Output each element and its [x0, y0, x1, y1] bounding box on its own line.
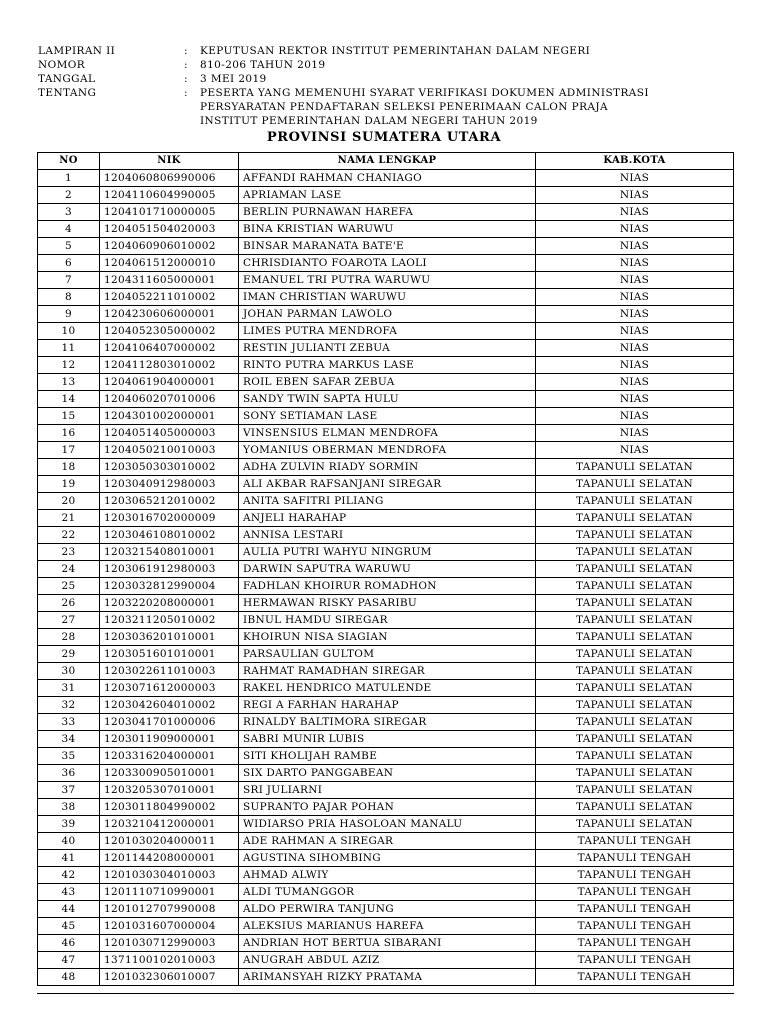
cell-nama: LIMES PUTRA MENDROFA — [239, 323, 536, 340]
cell-nik: 1203011804990002 — [100, 799, 239, 816]
table-row — [38, 323, 734, 340]
cell-nama: RINALDY BALTIMORA SIREGAR — [239, 714, 536, 731]
table-row — [38, 510, 734, 527]
cell-no: 27 — [38, 612, 100, 629]
cell-nama: AHMAD ALWIY — [239, 867, 536, 884]
table-row — [38, 697, 734, 714]
cell-nama: PARSAULIAN GULTOM — [239, 646, 536, 663]
cell-nik: 1204311605000001 — [100, 272, 239, 289]
table-row — [38, 969, 734, 986]
cell-nik: 1371100102010003 — [100, 952, 239, 969]
cell-nik: 1204061512000010 — [100, 255, 239, 272]
column-header-nik: NIK — [100, 153, 239, 170]
table-row — [38, 952, 734, 969]
cell-kab-kota: TAPANULI SELATAN — [536, 663, 734, 680]
cell-no: 14 — [38, 391, 100, 408]
cell-nik: 1204051504020003 — [100, 221, 239, 238]
table-row — [38, 425, 734, 442]
table-row — [38, 476, 734, 493]
cell-nama: ALEKSIUS MARIANUS HAREFA — [239, 918, 536, 935]
cell-nama: JOHAN PARMAN LAWOLO — [239, 306, 536, 323]
cell-nik: 1204230606000001 — [100, 306, 239, 323]
cell-kab-kota: TAPANULI SELATAN — [536, 527, 734, 544]
cell-nik: 1204060207010006 — [100, 391, 239, 408]
cell-no: 11 — [38, 340, 100, 357]
cell-kab-kota: NIAS — [536, 272, 734, 289]
cell-kab-kota: NIAS — [536, 374, 734, 391]
tentang-line-1: PESERTA YANG MEMENUHI SYARAT VERIFIKASI DOKUMEN ADMINISTRASI — [200, 87, 649, 99]
cell-nama: ANUGRAH ABDUL AZIZ — [239, 952, 536, 969]
cell-kab-kota: TAPANULI TENGAH — [536, 969, 734, 986]
cell-no: 28 — [38, 629, 100, 646]
cell-kab-kota: TAPANULI TENGAH — [536, 935, 734, 952]
cell-nik: 1201030204000011 — [100, 833, 239, 850]
tentang-line-3: INSTITUT PEMERINTAHAN DALAM NEGERI TAHUN 2019 — [200, 115, 538, 127]
table-row — [38, 221, 734, 238]
cell-nik: 1204052211010002 — [100, 289, 239, 306]
cell-nik: 1203041701000006 — [100, 714, 239, 731]
cell-nama: HERMAWAN RISKY PASARIBU — [239, 595, 536, 612]
table-header-row — [38, 153, 734, 170]
cell-nik: 1203051601010001 — [100, 646, 239, 663]
header-row-nomor — [38, 58, 738, 72]
cell-nik: 1203042604010002 — [100, 697, 239, 714]
cell-nik: 1203016702000009 — [100, 510, 239, 527]
cell-nik: 1201032306010007 — [100, 969, 239, 986]
cell-kab-kota: TAPANULI SELATAN — [536, 612, 734, 629]
cell-nik: 1203011909000001 — [100, 731, 239, 748]
cell-no: 45 — [38, 918, 100, 935]
cell-nik: 1204052305000002 — [100, 323, 239, 340]
cell-kab-kota: TAPANULI SELATAN — [536, 680, 734, 697]
cell-nik: 1203032812990004 — [100, 578, 239, 595]
lampiran-label: LAMPIRAN II — [38, 45, 116, 57]
table-row — [38, 901, 734, 918]
cell-kab-kota: NIAS — [536, 306, 734, 323]
cell-kab-kota: NIAS — [536, 357, 734, 374]
cell-kab-kota: TAPANULI SELATAN — [536, 816, 734, 833]
cell-no: 36 — [38, 765, 100, 782]
cell-no: 12 — [38, 357, 100, 374]
table-row — [38, 714, 734, 731]
cell-nama: RESTIN JULIANTI ZEBUA — [239, 340, 536, 357]
cell-no: 43 — [38, 884, 100, 901]
cell-nama: BINSAR MARANATA BATE'E — [239, 238, 536, 255]
cell-nik: 1204110604990005 — [100, 187, 239, 204]
cell-kab-kota: NIAS — [536, 255, 734, 272]
cell-no: 10 — [38, 323, 100, 340]
cell-nama: YOMANIUS OBERMAN MENDROFA — [239, 442, 536, 459]
cell-nik: 1204061904000001 — [100, 374, 239, 391]
colon: : — [184, 45, 188, 57]
table-row — [38, 935, 734, 952]
cell-nama: ANDRIAN HOT BERTUA SIBARANI — [239, 935, 536, 952]
cell-nama: FADHLAN KHOIRUR ROMADHON — [239, 578, 536, 595]
cell-nik: 1201110710990001 — [100, 884, 239, 901]
column-header-kab-kota: KAB.KOTA — [536, 153, 734, 170]
nomor-label: NOMOR — [38, 59, 86, 71]
cell-nama: RINTO PUTRA MARKUS LASE — [239, 357, 536, 374]
cell-kab-kota: TAPANULI SELATAN — [536, 646, 734, 663]
cell-kab-kota: TAPANULI SELATAN — [536, 765, 734, 782]
participants-table — [37, 152, 734, 986]
table-row — [38, 289, 734, 306]
cell-no: 4 — [38, 221, 100, 238]
cell-no: 35 — [38, 748, 100, 765]
cell-kab-kota: NIAS — [536, 391, 734, 408]
table-row — [38, 833, 734, 850]
cell-no: 17 — [38, 442, 100, 459]
cell-nama: ADE RAHMAN A SIREGAR — [239, 833, 536, 850]
cell-no: 33 — [38, 714, 100, 731]
table-row — [38, 408, 734, 425]
tanggal-value: 3 MEI 2019 — [200, 73, 267, 85]
cell-no: 8 — [38, 289, 100, 306]
cell-no: 48 — [38, 969, 100, 986]
table-row — [38, 595, 734, 612]
cell-no: 47 — [38, 952, 100, 969]
cell-kab-kota: TAPANULI SELATAN — [536, 731, 734, 748]
cell-nama: AFFANDI RAHMAN CHANIAGO — [239, 170, 536, 187]
table-row — [38, 612, 734, 629]
cell-nama: SANDY TWIN SAPTA HULU — [239, 391, 536, 408]
cell-no: 26 — [38, 595, 100, 612]
cell-kab-kota: TAPANULI SELATAN — [536, 629, 734, 646]
tentang-value — [200, 86, 738, 128]
cell-nik: 1203065212010002 — [100, 493, 239, 510]
tanggal-label: TANGGAL — [38, 73, 96, 85]
table-row — [38, 459, 734, 476]
cell-nik: 1201031607000004 — [100, 918, 239, 935]
cell-nik: 1203040912980003 — [100, 476, 239, 493]
colon: : — [184, 73, 188, 85]
page-title: PROVINSI SUMATERA UTARA — [266, 130, 502, 145]
cell-no: 39 — [38, 816, 100, 833]
table-row — [38, 629, 734, 646]
cell-nik: 1203036201010001 — [100, 629, 239, 646]
cell-no: 42 — [38, 867, 100, 884]
cell-kab-kota: TAPANULI SELATAN — [536, 799, 734, 816]
cell-kab-kota: NIAS — [536, 187, 734, 204]
cell-kab-kota: TAPANULI SELATAN — [536, 595, 734, 612]
cell-kab-kota: TAPANULI SELATAN — [536, 493, 734, 510]
table-row — [38, 357, 734, 374]
table-row — [38, 663, 734, 680]
cell-no: 24 — [38, 561, 100, 578]
cell-kab-kota: TAPANULI SELATAN — [536, 459, 734, 476]
cell-kab-kota: TAPANULI TENGAH — [536, 884, 734, 901]
table-row — [38, 170, 734, 187]
table-row — [38, 884, 734, 901]
cell-nama: SUPRANTO PAJAR POHAN — [239, 799, 536, 816]
cell-kab-kota: TAPANULI TENGAH — [536, 901, 734, 918]
cell-kab-kota: NIAS — [536, 442, 734, 459]
table-row — [38, 272, 734, 289]
table-row — [38, 578, 734, 595]
cell-nik: 1203211205010002 — [100, 612, 239, 629]
cell-kab-kota: NIAS — [536, 238, 734, 255]
cell-nama: APRIAMAN LASE — [239, 187, 536, 204]
cell-no: 32 — [38, 697, 100, 714]
cell-nama: WIDIARSO PRIA HASOLOAN MANALU — [239, 816, 536, 833]
table-row — [38, 391, 734, 408]
bottom-divider — [37, 993, 734, 994]
lampiran-value: KEPUTUSAN REKTOR INSTITUT PEMERINTAHAN DALAM NEGERI — [200, 45, 591, 57]
cell-nama: BERLIN PURNAWAN HAREFA — [239, 204, 536, 221]
table-row — [38, 799, 734, 816]
cell-nik: 1204301002000001 — [100, 408, 239, 425]
cell-nama: IBNUL HAMDU SIREGAR — [239, 612, 536, 629]
cell-kab-kota: TAPANULI TENGAH — [536, 850, 734, 867]
table-row — [38, 306, 734, 323]
table-row — [38, 731, 734, 748]
table-row — [38, 493, 734, 510]
cell-nik: 1203022611010003 — [100, 663, 239, 680]
cell-nama: AGUSTINA SIHOMBING — [239, 850, 536, 867]
cell-nik: 1203215408010001 — [100, 544, 239, 561]
table-row — [38, 646, 734, 663]
cell-nik: 1203205307010001 — [100, 782, 239, 799]
cell-nik: 1203071612000003 — [100, 680, 239, 697]
cell-kab-kota: TAPANULI SELATAN — [536, 510, 734, 527]
cell-kab-kota: TAPANULI SELATAN — [536, 544, 734, 561]
cell-nama: ARIMANSYAH RIZKY PRATAMA — [239, 969, 536, 986]
cell-no: 30 — [38, 663, 100, 680]
cell-no: 41 — [38, 850, 100, 867]
table-row — [38, 782, 734, 799]
table-row — [38, 255, 734, 272]
cell-nama: VINSENSIUS ELMAN MENDROFA — [239, 425, 536, 442]
cell-kab-kota: TAPANULI SELATAN — [536, 748, 734, 765]
cell-nama: SITI KHOLIJAH RAMBE — [239, 748, 536, 765]
cell-kab-kota: TAPANULI SELATAN — [536, 578, 734, 595]
cell-kab-kota: NIAS — [536, 170, 734, 187]
cell-kab-kota: TAPANULI SELATAN — [536, 714, 734, 731]
cell-nama: ADHA ZULVIN RIADY SORMIN — [239, 459, 536, 476]
cell-no: 20 — [38, 493, 100, 510]
cell-nik: 1203046108010002 — [100, 527, 239, 544]
cell-nama: ALDO PERWIRA TANJUNG — [239, 901, 536, 918]
cell-nik: 1204060806990006 — [100, 170, 239, 187]
cell-no: 46 — [38, 935, 100, 952]
cell-no: 1 — [38, 170, 100, 187]
cell-nama: ROIL EBEN SAFAR ZEBUA — [239, 374, 536, 391]
cell-nama: SRI JULIARNI — [239, 782, 536, 799]
cell-no: 5 — [38, 238, 100, 255]
table-row — [38, 340, 734, 357]
cell-no: 40 — [38, 833, 100, 850]
column-header-nama: NAMA LENGKAP — [239, 153, 536, 170]
table-row — [38, 748, 734, 765]
cell-kab-kota: TAPANULI TENGAH — [536, 952, 734, 969]
cell-kab-kota: TAPANULI SELATAN — [536, 561, 734, 578]
cell-nik: 1204112803010002 — [100, 357, 239, 374]
cell-kab-kota: NIAS — [536, 408, 734, 425]
cell-nik: 1204051405000003 — [100, 425, 239, 442]
cell-nik: 1203300905010001 — [100, 765, 239, 782]
cell-nik: 1204050210010003 — [100, 442, 239, 459]
cell-nama: RAKEL HENDRICO MATULENDE — [239, 680, 536, 697]
cell-no: 23 — [38, 544, 100, 561]
column-header-no: NO — [38, 153, 100, 170]
cell-nik: 1203220208000001 — [100, 595, 239, 612]
table-row — [38, 374, 734, 391]
cell-nik: 1203316204000001 — [100, 748, 239, 765]
cell-no: 34 — [38, 731, 100, 748]
table-row — [38, 765, 734, 782]
cell-no: 25 — [38, 578, 100, 595]
tentang-line-2: PERSYARATAN PENDAFTARAN SELEKSI PENERIMAAN CALON PRAJA — [200, 101, 608, 113]
cell-no: 9 — [38, 306, 100, 323]
header-row-lampiran — [38, 44, 738, 58]
table-row — [38, 442, 734, 459]
cell-no: 3 — [38, 204, 100, 221]
cell-nik: 1201012707990008 — [100, 901, 239, 918]
cell-no: 2 — [38, 187, 100, 204]
cell-no: 31 — [38, 680, 100, 697]
cell-kab-kota: NIAS — [536, 204, 734, 221]
table-row — [38, 816, 734, 833]
document-header — [38, 44, 738, 128]
cell-nama: SIX DARTO PANGGABEAN — [239, 765, 536, 782]
cell-kab-kota: TAPANULI TENGAH — [536, 833, 734, 850]
cell-nik: 1204101710000005 — [100, 204, 239, 221]
nomor-value: 810-206 TAHUN 2019 — [200, 59, 326, 71]
table-row — [38, 238, 734, 255]
colon: : — [184, 87, 188, 99]
cell-kab-kota: NIAS — [536, 221, 734, 238]
cell-nama: RAHMAT RAMADHAN SIREGAR — [239, 663, 536, 680]
cell-nama: ALI AKBAR RAFSANJANI SIREGAR — [239, 476, 536, 493]
cell-nik: 1201144208000001 — [100, 850, 239, 867]
cell-kab-kota: TAPANULI SELATAN — [536, 476, 734, 493]
table-row — [38, 187, 734, 204]
cell-nik: 1203050303010002 — [100, 459, 239, 476]
header-row-tanggal — [38, 72, 738, 86]
table-row — [38, 544, 734, 561]
table-row — [38, 867, 734, 884]
cell-nik: 1203061912980003 — [100, 561, 239, 578]
cell-nama: CHRISDIANTO FOAROTA LAOLI — [239, 255, 536, 272]
table-row — [38, 850, 734, 867]
header-row-tentang — [38, 86, 738, 128]
table-row — [38, 918, 734, 935]
cell-kab-kota: NIAS — [536, 340, 734, 357]
cell-nama: DARWIN SAPUTRA WARUWU — [239, 561, 536, 578]
cell-kab-kota: NIAS — [536, 289, 734, 306]
cell-nik: 1201030712990003 — [100, 935, 239, 952]
cell-nik: 1204106407000002 — [100, 340, 239, 357]
table-row — [38, 561, 734, 578]
table-row — [38, 527, 734, 544]
cell-nama: ANNISA LESTARI — [239, 527, 536, 544]
cell-nama: REGI A FARHAN HARAHAP — [239, 697, 536, 714]
cell-kab-kota: NIAS — [536, 323, 734, 340]
cell-no: 29 — [38, 646, 100, 663]
cell-nama: SONY SETIAMAN LASE — [239, 408, 536, 425]
cell-nama: SABRI MUNIR LUBIS — [239, 731, 536, 748]
cell-no: 19 — [38, 476, 100, 493]
cell-kab-kota: TAPANULI TENGAH — [536, 867, 734, 884]
colon: : — [184, 59, 188, 71]
cell-no: 18 — [38, 459, 100, 476]
cell-kab-kota: TAPANULI SELATAN — [536, 782, 734, 799]
cell-no: 15 — [38, 408, 100, 425]
cell-nik: 1203210412000001 — [100, 816, 239, 833]
cell-no: 21 — [38, 510, 100, 527]
cell-no: 22 — [38, 527, 100, 544]
tentang-label: TENTANG — [38, 87, 97, 99]
cell-no: 16 — [38, 425, 100, 442]
cell-nama: AULIA PUTRI WAHYU NINGRUM — [239, 544, 536, 561]
cell-nik: 1201030304010003 — [100, 867, 239, 884]
cell-nama: EMANUEL TRI PUTRA WARUWU — [239, 272, 536, 289]
cell-kab-kota: TAPANULI TENGAH — [536, 918, 734, 935]
cell-no: 37 — [38, 782, 100, 799]
cell-nama: BINA KRISTIAN WARUWU — [239, 221, 536, 238]
cell-kab-kota: TAPANULI SELATAN — [536, 697, 734, 714]
table-row — [38, 204, 734, 221]
cell-no: 7 — [38, 272, 100, 289]
cell-no: 13 — [38, 374, 100, 391]
cell-no: 44 — [38, 901, 100, 918]
cell-nama: ALDI TUMANGGOR — [239, 884, 536, 901]
table-body — [38, 170, 734, 986]
cell-nama: ANJELI HARAHAP — [239, 510, 536, 527]
cell-nama: KHOIRUN NISA SIAGIAN — [239, 629, 536, 646]
cell-nama: ANITA SAFITRI PILIANG — [239, 493, 536, 510]
cell-nama: IMAN CHRISTIAN WARUWU — [239, 289, 536, 306]
table-row — [38, 680, 734, 697]
cell-no: 6 — [38, 255, 100, 272]
cell-no: 38 — [38, 799, 100, 816]
cell-kab-kota: NIAS — [536, 425, 734, 442]
cell-nik: 1204060906010002 — [100, 238, 239, 255]
